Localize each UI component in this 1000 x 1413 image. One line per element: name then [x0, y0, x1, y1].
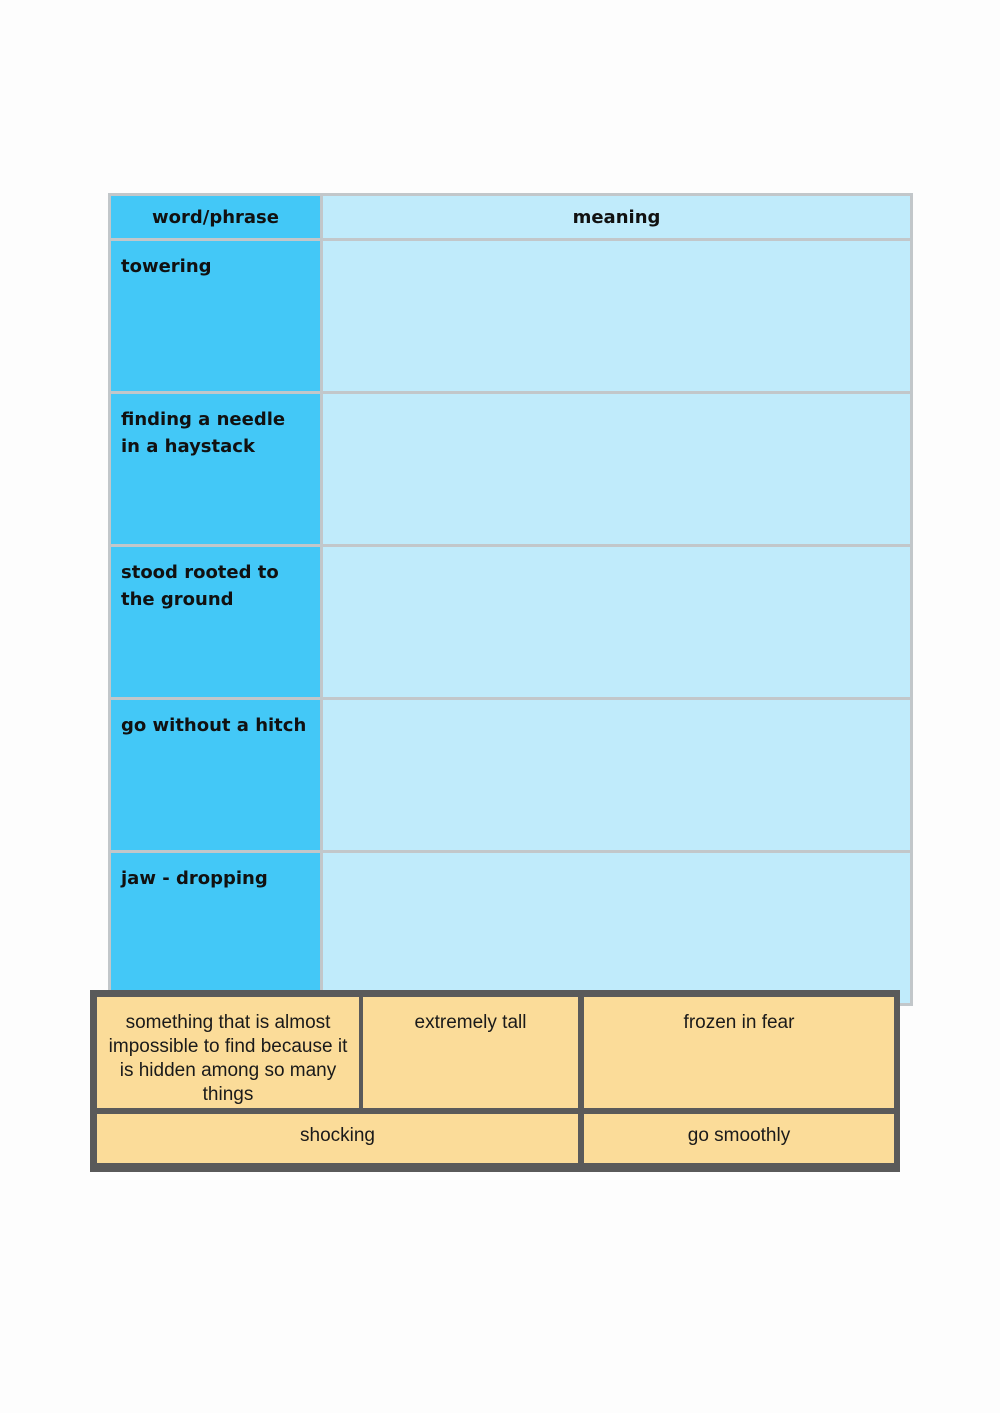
- answer-card-frozen-in-fear[interactable]: frozen in fear: [584, 997, 894, 1108]
- word-phrase-header: word/phrase: [110, 195, 322, 240]
- answer-card-bank: [90, 990, 900, 1172]
- word-cell: finding a needle in a haystack: [110, 393, 322, 546]
- table-row: [110, 393, 912, 546]
- word-cell: stood rooted to the ground: [110, 546, 322, 699]
- meaning-header: meaning: [322, 195, 912, 240]
- table-row: [110, 240, 912, 393]
- table-row: [110, 852, 912, 1005]
- meaning-drop-cell[interactable]: [322, 393, 912, 546]
- answer-card-extremely-tall[interactable]: extremely tall: [363, 997, 578, 1108]
- word-cell: towering: [110, 240, 322, 393]
- word-cell: jaw - dropping: [110, 852, 322, 1005]
- meaning-drop-cell[interactable]: [322, 699, 912, 852]
- vocabulary-table: [108, 193, 913, 1006]
- answer-card-go-smoothly[interactable]: go smoothly: [584, 1114, 894, 1163]
- table-row: [110, 546, 912, 699]
- answer-card-shocking[interactable]: shocking: [97, 1114, 578, 1163]
- answer-card-needle-meaning[interactable]: something that is almost impossible to find because it is hidden among so many things: [97, 997, 359, 1108]
- meaning-drop-cell[interactable]: [322, 546, 912, 699]
- meaning-drop-cell[interactable]: [322, 852, 912, 1005]
- table-header-row: [110, 195, 912, 240]
- meaning-drop-cell[interactable]: [322, 240, 912, 393]
- word-cell: go without a hitch: [110, 699, 322, 852]
- table-row: [110, 699, 912, 852]
